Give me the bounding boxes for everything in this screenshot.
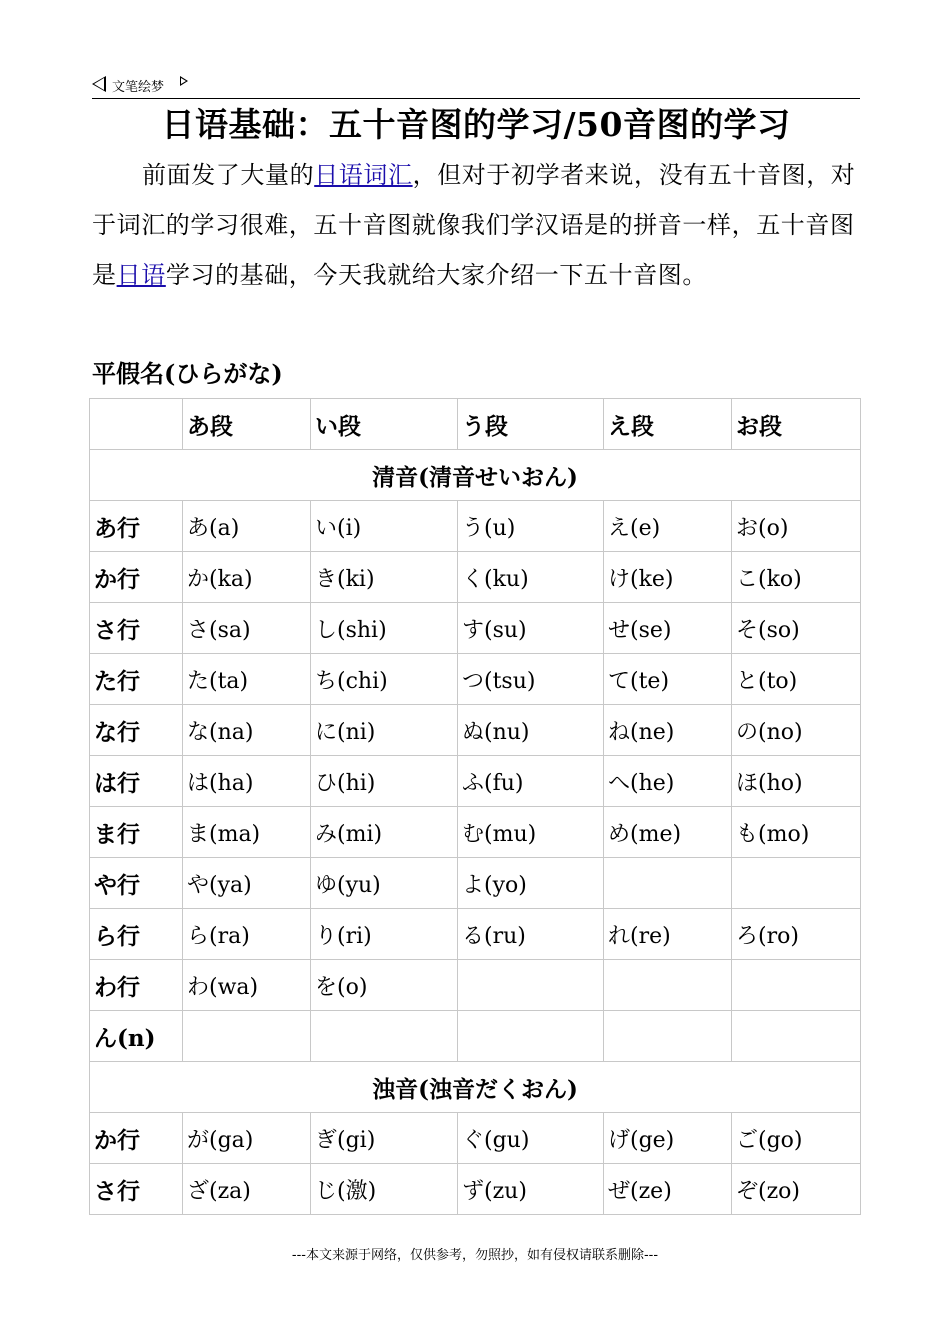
kana-cell: む(mu): [458, 807, 604, 858]
page-title: 日语基础：五十音图的学习/50音图的学习: [161, 105, 791, 144]
kana-cell: [604, 960, 732, 1011]
kana-cell: [458, 1011, 604, 1062]
kana-cell: は(ha): [183, 756, 311, 807]
kana-cell: つ(tsu): [458, 654, 604, 705]
kana-cell: ほ(ho): [732, 756, 861, 807]
row-header: わ行: [90, 960, 183, 1011]
dakuon-group-label: 浊音(浊音だくおん): [90, 1062, 861, 1113]
kana-cell: く(ku): [458, 552, 604, 603]
header-brand: 文笔绘梦: [112, 80, 165, 95]
kana-cell: [183, 1011, 311, 1062]
hiragana-table: [89, 398, 861, 1215]
kana-cell: を(o): [311, 960, 458, 1011]
dakuon-group-label-row: [90, 1062, 861, 1113]
intro-paragraph: [92, 150, 860, 300]
kana-cell: ひ(hi): [311, 756, 458, 807]
kana-cell: ね(ne): [604, 705, 732, 756]
kana-cell: ゆ(yu): [311, 858, 458, 909]
kana-cell: [732, 960, 861, 1011]
table-row: [90, 654, 861, 705]
kana-cell: う(u): [458, 501, 604, 552]
row-header: か行: [90, 552, 183, 603]
kana-cell: ぎ(gi): [311, 1113, 458, 1164]
right-triangle-icon: [180, 76, 188, 86]
kana-cell: ち(chi): [311, 654, 458, 705]
seion-group-label-row: [90, 450, 861, 501]
column-header: あ段: [183, 399, 311, 450]
table-row: [90, 552, 861, 603]
row-header: ん(n): [90, 1011, 183, 1062]
kana-cell: け(ke): [604, 552, 732, 603]
kana-cell: へ(he): [604, 756, 732, 807]
kana-cell: れ(re): [604, 909, 732, 960]
column-header: う段: [458, 399, 604, 450]
kana-cell: あ(a): [183, 501, 311, 552]
table-row: [90, 858, 861, 909]
column-header: お段: [732, 399, 861, 450]
kana-cell: ぐ(gu): [458, 1113, 604, 1164]
intro-text-3: 学习的基础，今天我就给大家介绍一下五十音图。: [165, 261, 708, 289]
row-header: や行: [90, 858, 183, 909]
kana-cell: ざ(za): [183, 1164, 311, 1215]
table-row: [90, 756, 861, 807]
kana-cell: わ(wa): [183, 960, 311, 1011]
row-header: ま行: [90, 807, 183, 858]
table-row: [90, 1011, 861, 1062]
kana-cell: き(ki): [311, 552, 458, 603]
kana-cell: ず(zu): [458, 1164, 604, 1215]
footer-disclaimer: ---本文来源于网络，仅供参考，勿照抄，如有侵权请联系删除---: [291, 1248, 659, 1263]
intro-text-2: ，但对于初学者来说，没有五十音图，对于词汇的学习很难，五十音图就像我们学汉语是的拼音一样，五十音图是: [92, 161, 856, 289]
row-header: な行: [90, 705, 183, 756]
kana-cell: が(ga): [183, 1113, 311, 1164]
kana-cell: ま(ma): [183, 807, 311, 858]
table-row: [90, 960, 861, 1011]
row-header: さ行: [90, 603, 183, 654]
kana-cell: み(mi): [311, 807, 458, 858]
column-header: い段: [311, 399, 458, 450]
row-header: た行: [90, 654, 183, 705]
kana-cell: り(ri): [311, 909, 458, 960]
kana-cell: [311, 1011, 458, 1062]
kana-cell: そ(so): [732, 603, 861, 654]
kana-cell: ら(ra): [183, 909, 311, 960]
kana-cell: に(ni): [311, 705, 458, 756]
kana-cell: ぬ(nu): [458, 705, 604, 756]
row-header: ら行: [90, 909, 183, 960]
page-header: [92, 70, 860, 99]
kana-cell: [732, 858, 861, 909]
kana-cell: い(i): [311, 501, 458, 552]
kana-cell: し(shi): [311, 603, 458, 654]
column-header-row: [90, 399, 861, 450]
kana-cell: ふ(fu): [458, 756, 604, 807]
kana-cell: じ(激): [311, 1164, 458, 1215]
table-row: [90, 603, 861, 654]
kana-cell: と(to): [732, 654, 861, 705]
link-japanese[interactable]: 日语: [116, 261, 166, 289]
kana-cell: こ(ko): [732, 552, 861, 603]
column-header: え段: [604, 399, 732, 450]
column-header: [90, 399, 183, 450]
table-row: [90, 705, 861, 756]
kana-cell: す(su): [458, 603, 604, 654]
kana-cell: せ(se): [604, 603, 732, 654]
kana-cell: る(ru): [458, 909, 604, 960]
link-japanese-vocabulary[interactable]: 日语词汇: [314, 161, 413, 189]
kana-cell: げ(ge): [604, 1113, 732, 1164]
intro-text-1: 前面发了大量的: [142, 161, 315, 189]
kana-cell: ご(go): [732, 1113, 861, 1164]
kana-cell: お(o): [732, 501, 861, 552]
row-header: さ行: [90, 1164, 183, 1215]
table-row: [90, 807, 861, 858]
kana-cell: [732, 1011, 861, 1062]
seion-group-label: 清音(清音せいおん): [90, 450, 861, 501]
table-row: [90, 1164, 861, 1215]
kana-cell: の(no): [732, 705, 861, 756]
row-header: あ行: [90, 501, 183, 552]
kana-cell: め(me): [604, 807, 732, 858]
kana-cell: ぞ(zo): [732, 1164, 861, 1215]
table-row: [90, 909, 861, 960]
row-header: は行: [90, 756, 183, 807]
kana-cell: [604, 858, 732, 909]
left-triangle-icon: [92, 76, 106, 92]
kana-cell: も(mo): [732, 807, 861, 858]
table-row: [90, 1113, 861, 1164]
kana-cell: か(ka): [183, 552, 311, 603]
kana-cell: ろ(ro): [732, 909, 861, 960]
row-header: か行: [90, 1113, 183, 1164]
kana-cell: ぜ(ze): [604, 1164, 732, 1215]
section-label-hiragana: 平假名(ひらがな): [92, 359, 283, 388]
table-row: [90, 501, 861, 552]
kana-cell: や(ya): [183, 858, 311, 909]
kana-cell: た(ta): [183, 654, 311, 705]
kana-cell: よ(yo): [458, 858, 604, 909]
kana-cell: な(na): [183, 705, 311, 756]
kana-cell: [604, 1011, 732, 1062]
kana-cell: え(e): [604, 501, 732, 552]
kana-cell: [458, 960, 604, 1011]
kana-cell: て(te): [604, 654, 732, 705]
kana-cell: さ(sa): [183, 603, 311, 654]
